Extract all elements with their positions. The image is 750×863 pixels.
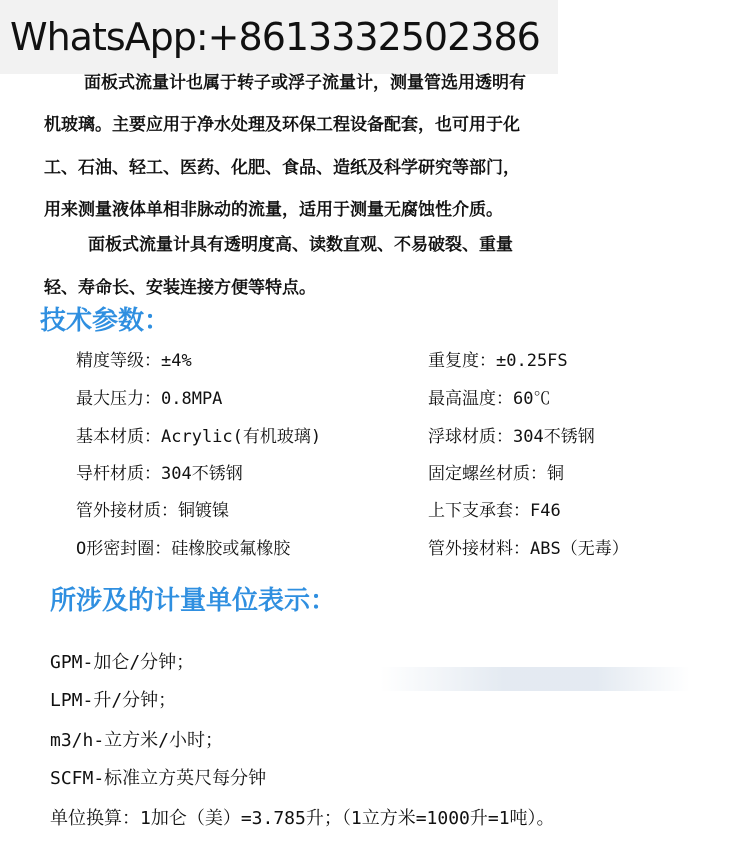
intro-line: 用来测量液体单相非脉动的流量，适用于测量无腐蚀性介质。 [44,200,503,220]
intro-line: 轻、寿命长、安装连接方便等特点。 [44,278,316,298]
unit-item: GPM-加仑/分钟； [50,652,195,673]
spec-right: 重复度：±0.25FS [428,351,568,371]
tech-params-heading: 技术参数： [40,306,171,336]
spec-right: 固定螺丝材质：铜 [428,464,564,484]
spec-left: 管外接材质：铜镀镍 [76,501,229,521]
spec-right: 浮球材质：304不锈钢 [428,427,595,447]
spec-left: O形密封圈：硅橡胶或氟橡胶 [76,539,291,559]
units-heading: 所涉及的计量单位表示： [50,586,337,616]
spec-left: 基本材质：Acrylic(有机玻璃) [76,427,322,447]
spec-left: 精度等级：±4% [76,351,192,371]
spec-right: 上下支承套：F46 [428,501,561,521]
intro-line: 工、石油、轻工、医药、化肥、食品、造纸及科学研究等部门， [44,158,520,178]
unit-conversion: 单位换算：1加仑（美）=3.785升；（1立方米=1000升=1吨）。 [50,808,555,829]
spec-left: 导杆材质：304不锈钢 [76,464,243,484]
spec-right: 管外接材料：ABS（无毒） [428,539,629,559]
whatsapp-contact-text: WhatsApp:+8613332502386 [10,15,540,59]
unit-item: LPM-升/分钟； [50,690,177,711]
spec-right: 最高温度：60℃ [428,389,551,409]
contact-banner [0,0,558,74]
unit-item: m3/h-立方米/小时； [50,730,224,751]
unit-item: SCFM-标准立方英尺每分钟 [50,768,267,789]
spec-left: 最大压力：0.8MPA [76,389,223,409]
intro-line: 面板式流量计具有透明度高、读数直观、不易破裂、重量 [88,235,513,255]
intro-line: 机玻璃。主要应用于净水处理及环保工程设备配套，也可用于化 [44,115,520,135]
intro-line: 面板式流量计也属于转子或浮子流量计，测量管选用透明有 [84,73,526,93]
scan-glare [380,667,690,691]
